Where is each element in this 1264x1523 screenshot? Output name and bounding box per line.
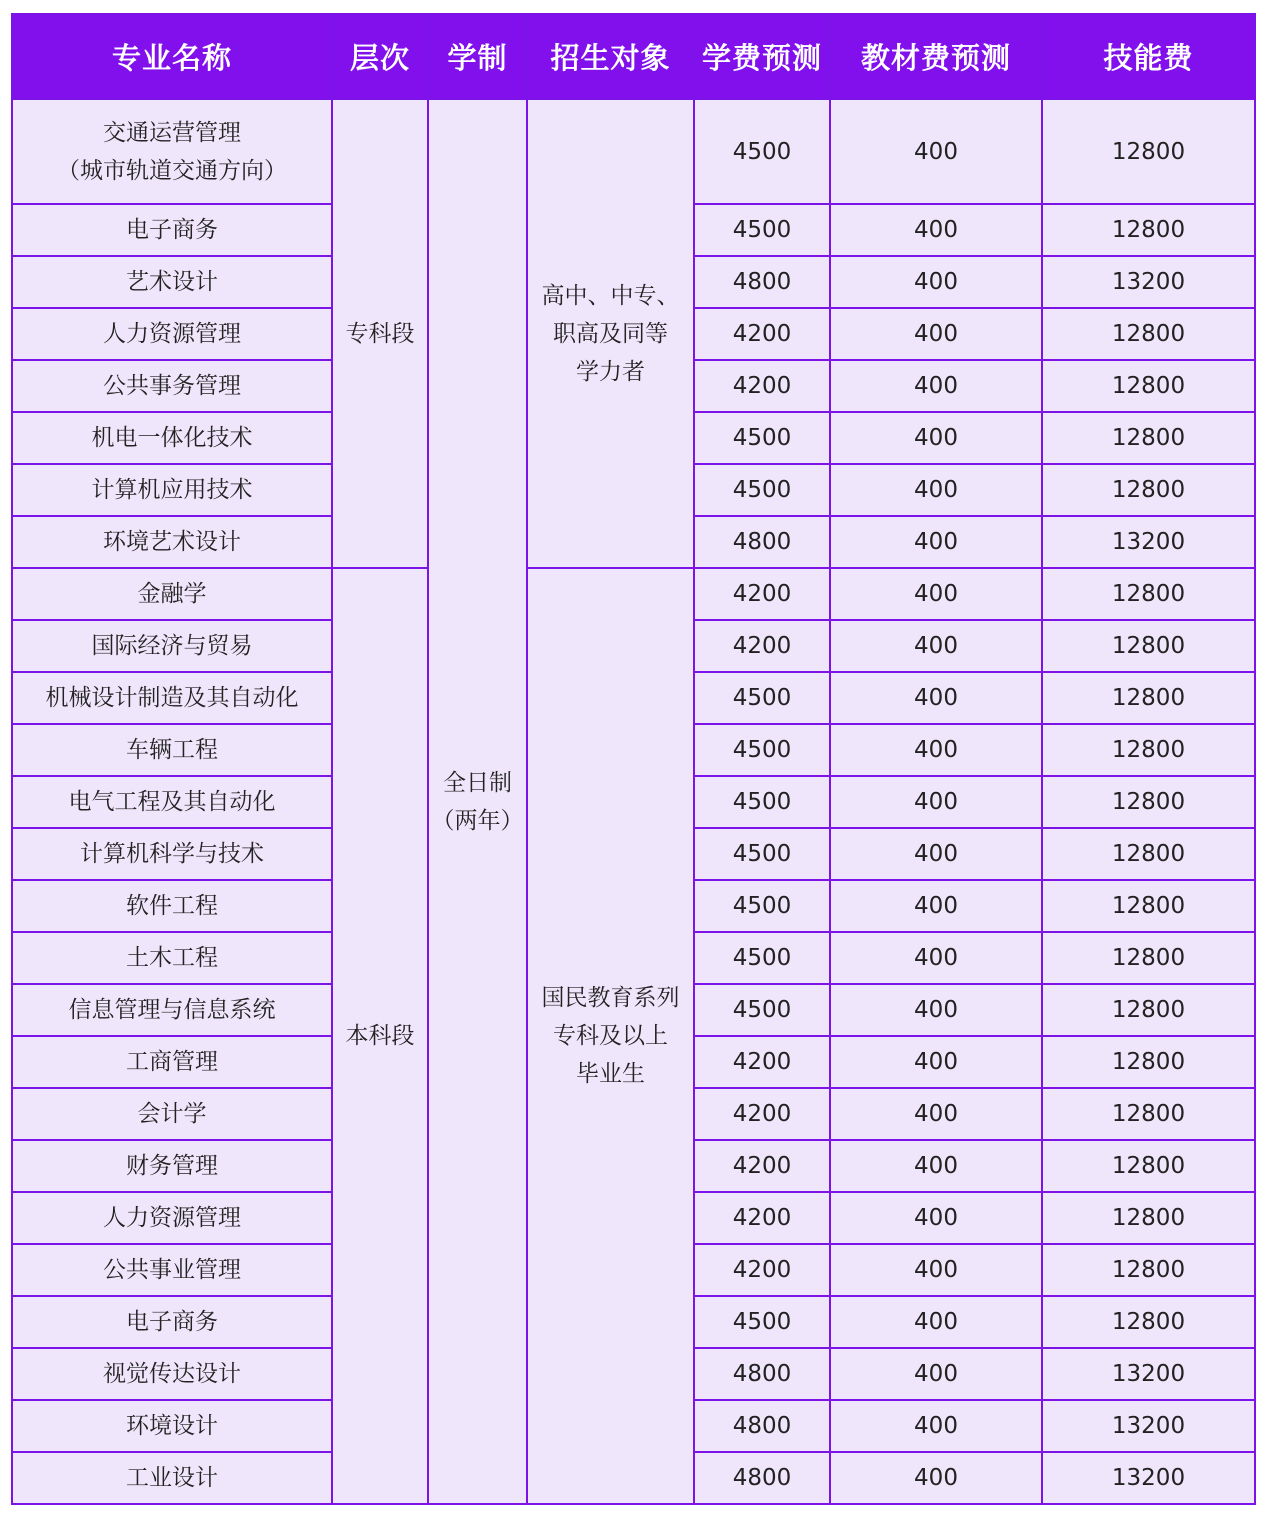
tuition-cell: 4500 xyxy=(694,204,830,256)
major-name-cell: 工业设计 xyxy=(12,1452,332,1504)
major-name-cell: 环境艺术设计 xyxy=(12,516,332,568)
textbook-fee-cell: 400 xyxy=(830,984,1042,1036)
major-name-cell: 人力资源管理 xyxy=(12,1192,332,1244)
tuition-cell: 4800 xyxy=(694,1452,830,1504)
tuition-cell: 4200 xyxy=(694,1140,830,1192)
textbook-fee-cell: 400 xyxy=(830,1140,1042,1192)
major-name-cell: 电子商务 xyxy=(12,1296,332,1348)
textbook-fee-cell: 400 xyxy=(830,516,1042,568)
skill-fee-cell: 12800 xyxy=(1042,880,1255,932)
textbook-fee-cell: 400 xyxy=(830,776,1042,828)
textbook-fee-cell: 400 xyxy=(830,672,1042,724)
skill-fee-cell: 13200 xyxy=(1042,516,1255,568)
skill-fee-cell: 12800 xyxy=(1042,1088,1255,1140)
major-name-cell: 视觉传达设计 xyxy=(12,1348,332,1400)
tuition-cell: 4200 xyxy=(694,1244,830,1296)
major-name-cell: 财务管理 xyxy=(12,1140,332,1192)
tuition-cell: 4500 xyxy=(694,464,830,516)
tuition-cell: 4500 xyxy=(694,412,830,464)
tuition-cell: 4200 xyxy=(694,1192,830,1244)
skill-fee-cell: 12800 xyxy=(1042,1244,1255,1296)
textbook-fee-cell: 400 xyxy=(830,256,1042,308)
skill-fee-cell: 12800 xyxy=(1042,568,1255,620)
textbook-fee-cell: 400 xyxy=(830,828,1042,880)
tuition-cell: 4800 xyxy=(694,256,830,308)
tuition-cell: 4800 xyxy=(694,1400,830,1452)
skill-fee-cell: 13200 xyxy=(1042,256,1255,308)
skill-fee-cell: 12800 xyxy=(1042,464,1255,516)
level-cell: 专科段 xyxy=(332,99,428,568)
tuition-cell: 4500 xyxy=(694,776,830,828)
tuition-cell: 4200 xyxy=(694,1088,830,1140)
skill-fee-cell: 13200 xyxy=(1042,1452,1255,1504)
major-name-cell: 软件工程 xyxy=(12,880,332,932)
major-name-cell: 公共事业管理 xyxy=(12,1244,332,1296)
textbook-fee-cell: 400 xyxy=(830,1400,1042,1452)
textbook-fee-cell: 400 xyxy=(830,412,1042,464)
textbook-fee-cell: 400 xyxy=(830,308,1042,360)
textbook-fee-cell: 400 xyxy=(830,932,1042,984)
major-name-cell: 计算机科学与技术 xyxy=(12,828,332,880)
skill-fee-cell: 12800 xyxy=(1042,1192,1255,1244)
study-system-cell: 全日制 （两年） xyxy=(428,99,527,1504)
tuition-cell: 4500 xyxy=(694,828,830,880)
skill-fee-cell: 12800 xyxy=(1042,412,1255,464)
header-study-system: 学制 xyxy=(428,14,527,99)
major-name-cell: 交通运营管理 （城市轨道交通方向） xyxy=(12,99,332,204)
major-name-cell: 艺术设计 xyxy=(12,256,332,308)
header-level: 层次 xyxy=(332,14,428,99)
skill-fee-cell: 12800 xyxy=(1042,932,1255,984)
tuition-cell: 4800 xyxy=(694,516,830,568)
enrollment-target-cell: 高中、中专、 职高及同等 学力者 xyxy=(527,99,694,568)
skill-fee-cell: 12800 xyxy=(1042,1296,1255,1348)
skill-fee-cell: 12800 xyxy=(1042,724,1255,776)
skill-fee-cell: 13200 xyxy=(1042,1400,1255,1452)
table-row xyxy=(12,99,1255,204)
tuition-cell: 4500 xyxy=(694,984,830,1036)
major-name-cell: 机电一体化技术 xyxy=(12,412,332,464)
major-name-cell: 信息管理与信息系统 xyxy=(12,984,332,1036)
header-textbook-fee-estimate: 教材费预测 xyxy=(830,14,1042,99)
major-name-cell: 金融学 xyxy=(12,568,332,620)
tuition-cell: 4200 xyxy=(694,360,830,412)
textbook-fee-cell: 400 xyxy=(830,1348,1042,1400)
textbook-fee-cell: 400 xyxy=(830,204,1042,256)
level-cell: 本科段 xyxy=(332,568,428,1504)
textbook-fee-cell: 400 xyxy=(830,1036,1042,1088)
tuition-cell: 4500 xyxy=(694,672,830,724)
textbook-fee-cell: 400 xyxy=(830,568,1042,620)
major-name-cell: 计算机应用技术 xyxy=(12,464,332,516)
tuition-cell: 4500 xyxy=(694,880,830,932)
textbook-fee-cell: 400 xyxy=(830,99,1042,204)
enrollment-target-cell: 国民教育系列 专科及以上 毕业生 xyxy=(527,568,694,1504)
skill-fee-cell: 12800 xyxy=(1042,828,1255,880)
tuition-cell: 4500 xyxy=(694,1296,830,1348)
tuition-cell: 4200 xyxy=(694,308,830,360)
skill-fee-cell: 12800 xyxy=(1042,308,1255,360)
skill-fee-cell: 12800 xyxy=(1042,99,1255,204)
major-name-cell: 土木工程 xyxy=(12,932,332,984)
major-name-cell: 机械设计制造及其自动化 xyxy=(12,672,332,724)
header-major-name: 专业名称 xyxy=(12,14,332,99)
skill-fee-cell: 13200 xyxy=(1042,1348,1255,1400)
major-name-cell: 会计学 xyxy=(12,1088,332,1140)
textbook-fee-cell: 400 xyxy=(830,1088,1042,1140)
table-row xyxy=(12,568,1255,620)
textbook-fee-cell: 400 xyxy=(830,1296,1042,1348)
tuition-cell: 4800 xyxy=(694,1348,830,1400)
major-name-cell: 公共事务管理 xyxy=(12,360,332,412)
skill-fee-cell: 12800 xyxy=(1042,776,1255,828)
tuition-cell: 4200 xyxy=(694,620,830,672)
fee-table xyxy=(11,13,1256,1505)
textbook-fee-cell: 400 xyxy=(830,1452,1042,1504)
header-tuition-estimate: 学费预测 xyxy=(694,14,830,99)
tuition-cell: 4500 xyxy=(694,724,830,776)
major-name-cell: 环境设计 xyxy=(12,1400,332,1452)
skill-fee-cell: 12800 xyxy=(1042,620,1255,672)
textbook-fee-cell: 400 xyxy=(830,880,1042,932)
tuition-cell: 4200 xyxy=(694,568,830,620)
tuition-cell: 4500 xyxy=(694,932,830,984)
header-row xyxy=(12,14,1255,99)
major-name-cell: 人力资源管理 xyxy=(12,308,332,360)
textbook-fee-cell: 400 xyxy=(830,464,1042,516)
skill-fee-cell: 12800 xyxy=(1042,360,1255,412)
header-enrollment-target: 招生对象 xyxy=(527,14,694,99)
textbook-fee-cell: 400 xyxy=(830,360,1042,412)
skill-fee-cell: 12800 xyxy=(1042,984,1255,1036)
major-name-cell: 国际经济与贸易 xyxy=(12,620,332,672)
skill-fee-cell: 12800 xyxy=(1042,672,1255,724)
fee-table-body xyxy=(12,99,1255,1504)
textbook-fee-cell: 400 xyxy=(830,1192,1042,1244)
skill-fee-cell: 12800 xyxy=(1042,1036,1255,1088)
textbook-fee-cell: 400 xyxy=(830,1244,1042,1296)
textbook-fee-cell: 400 xyxy=(830,620,1042,672)
tuition-cell: 4200 xyxy=(694,1036,830,1088)
major-name-cell: 车辆工程 xyxy=(12,724,332,776)
major-name-cell: 工商管理 xyxy=(12,1036,332,1088)
tuition-cell: 4500 xyxy=(694,99,830,204)
skill-fee-cell: 12800 xyxy=(1042,1140,1255,1192)
major-name-cell: 电气工程及其自动化 xyxy=(12,776,332,828)
header-skill-fee: 技能费 xyxy=(1042,14,1255,99)
major-name-cell: 电子商务 xyxy=(12,204,332,256)
skill-fee-cell: 12800 xyxy=(1042,204,1255,256)
textbook-fee-cell: 400 xyxy=(830,724,1042,776)
